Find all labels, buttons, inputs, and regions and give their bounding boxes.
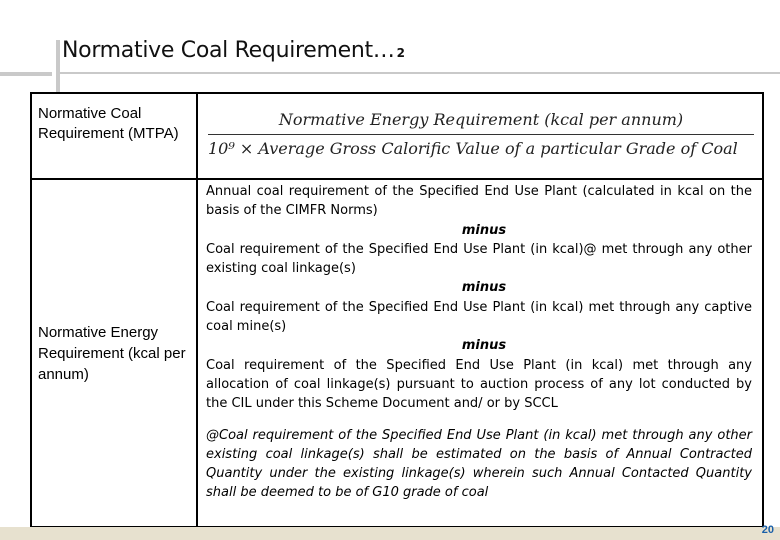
row2-content bbox=[198, 180, 764, 526]
row1-formula-cell bbox=[198, 94, 764, 180]
row1-label: Normative Coal Requirement (MTPA) bbox=[32, 94, 198, 180]
title-underline bbox=[60, 72, 780, 74]
footnote: @Coal requirement of the Specified End Use Plant (in kcal) met through any other existing coal linkage(s) shall be estimated on the basis of Annual Contracted Quantity under the existing linkage(s) wherein such Annual Contacted Quantity shall be deemed to be of G10 grade of coal bbox=[206, 427, 752, 501]
formula-fraction-line bbox=[208, 134, 754, 135]
para-auction-linkage: Coal requirement of the Specified End Use Plant (in kcal) met through any allocation of coal linkage(s) pursuant to auction process of any lot conducted by the CIL under this Scheme Document and/ or by SCCL bbox=[206, 357, 752, 412]
minus-3: minus bbox=[461, 338, 507, 354]
para-existing-linkage: Coal requirement of the Specified End Use Plant (in kcal)@ met through any other existing coal linkage(s) bbox=[206, 241, 752, 277]
formula-numerator: Normative Energy Requirement (kcal per annum) bbox=[278, 110, 684, 129]
para-captive-mine: Coal requirement of the Specified End Use Plant (in kcal) met through any captive coal mine(s) bbox=[206, 299, 752, 335]
slide-title-text: Normative Coal Requirement… bbox=[62, 38, 395, 63]
slide-title bbox=[62, 38, 405, 63]
title-accent-bar bbox=[0, 72, 52, 76]
footer-bar bbox=[0, 527, 780, 540]
formula-denominator: 10⁹ × Average Gross Calorific Value of a particular Grade of Coal bbox=[208, 139, 738, 158]
definition-table bbox=[30, 92, 764, 528]
slide-title-suffix: 2 bbox=[396, 46, 405, 60]
page-number: 20 bbox=[761, 524, 774, 536]
minus-1: minus bbox=[461, 222, 507, 238]
row2-label-cell bbox=[32, 180, 198, 526]
row2-label: Normative Energy Requirement (kcal per annum) bbox=[38, 323, 186, 383]
formula bbox=[208, 110, 754, 158]
minus-2: minus bbox=[461, 280, 507, 296]
para-annual-requirement: Annual coal requirement of the Specified End Use Plant (calculated in kcal on the basis of the CIMFR Norms) bbox=[206, 184, 752, 219]
title-accent-vertical bbox=[56, 40, 60, 92]
